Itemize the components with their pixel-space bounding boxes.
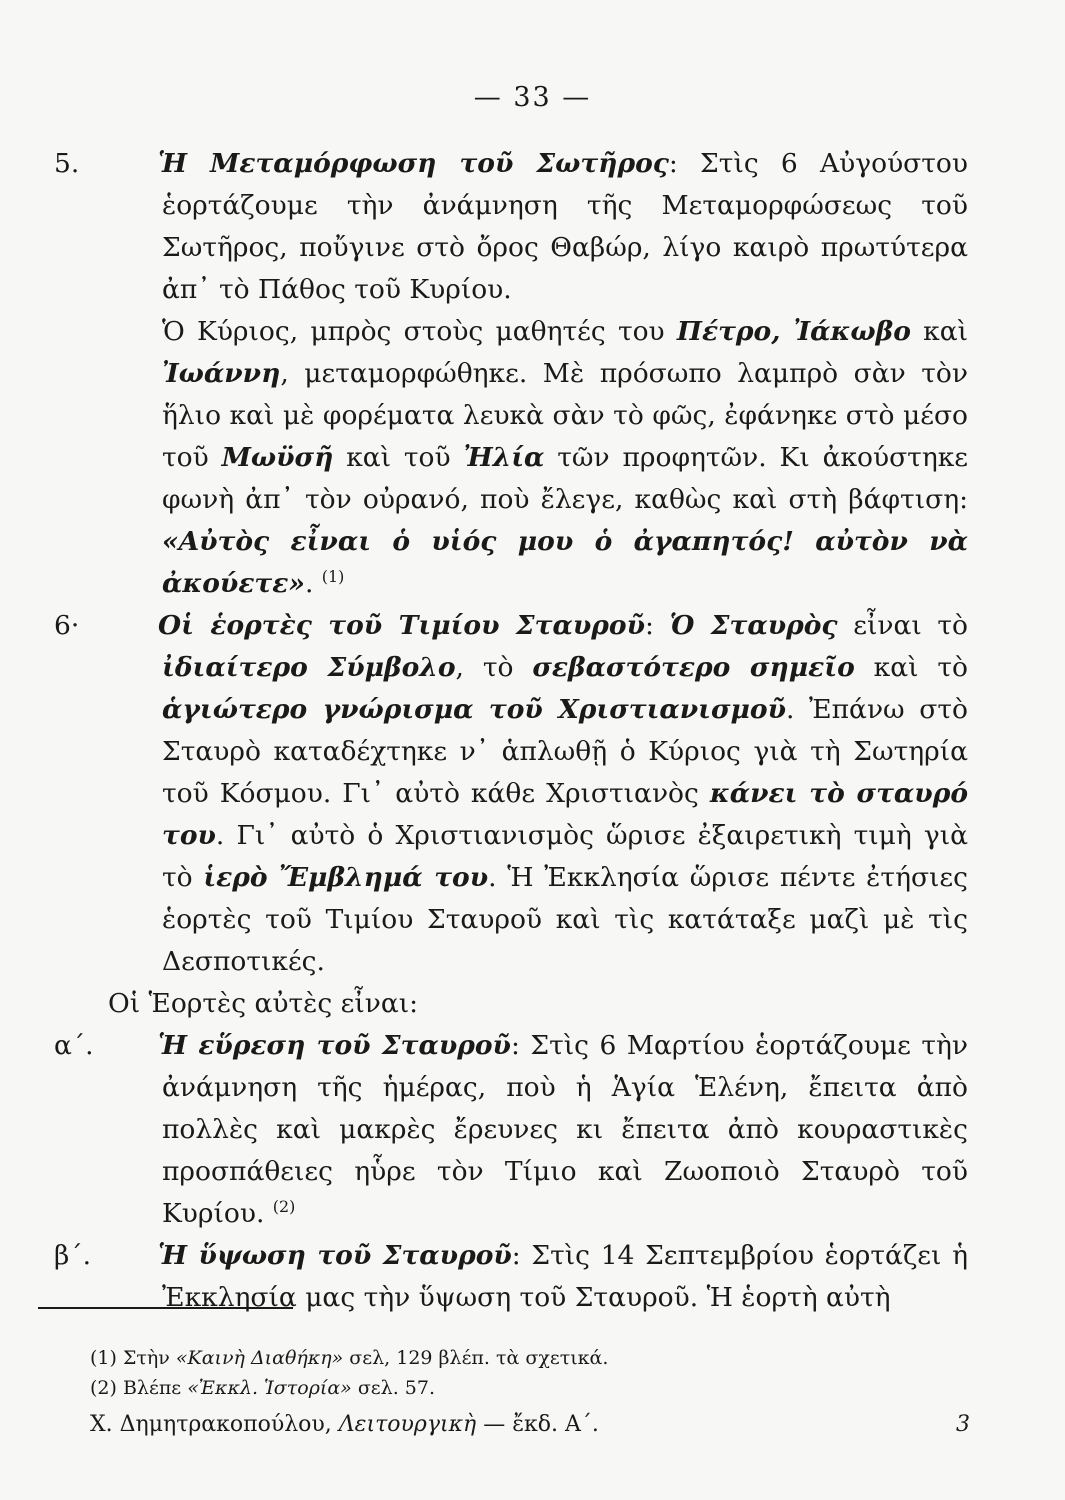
item-5-text: : Στὶς 6 Αὐγούστου ἑορτάζουμε τὴν ἀνάμνηση τῆς Μεταμορφώσεως τοῦ Σωτῆρος, ποὔγινε στὸ ὄρος Θαβώρ, λίγο καιρὸ πρωτύτερα ἀπ᾿ τὸ Πάθος τοῦ Κυρίου. [162,148,968,305]
item-5-title: Ἡ Μεταμόρφωση τοῦ Σωτῆρος [158,148,669,179]
item-6-label: 6· [54,610,80,641]
item-5-label: 5. [54,148,80,179]
page-number: — 33 — [473,82,592,113]
signature-mark: 3 [956,1412,970,1437]
voice-quote: «Αὐτὸς εἶναι ὁ υἱός μου ὁ ἀγαπητός! αὐτὸν νὰ ἀκούετε» [162,526,968,599]
footnote-text: Στὴν [122,1347,176,1369]
footnote-text: σελ, 129 βλέπ. τὰ σχετικά. [343,1347,609,1369]
text-span: καὶ τοῦ [333,442,464,473]
item-6-paragraph [54,605,969,983]
footer-imprint [90,1412,599,1437]
text-span: : [644,610,670,641]
item-5-paragraph [54,143,968,311]
footnote-divider [38,1307,293,1309]
emphasis: σεβαστότερο σημεῖο [532,652,855,683]
text-span: . Ἐπάνω στὸ Σταυρὸ καταδέχτηκε ν᾿ ἁπλωθῇ ὁ Κύριος γιὰ τὴ Σωτηρία τοῦ Κόσμου. Γι᾿ αὐτὸ κάθε Χριστιανὸς [162,694,968,809]
text-span: τῶν προφητῶν. Κι ἀκούστηκε φωνὴ ἀπ᾿ τὸν οὐρανό, ποὺ ἔλεγε, καθὼς καὶ στὴ βάφτιση: [162,442,969,515]
emphasis: ἱερὸ Ἔμβλημά του [203,862,489,893]
footnote-text: Βλέπε [122,1377,188,1399]
item-6-title: Οἱ ἑορτὲς τοῦ Τιμίου Σταυροῦ [158,610,645,641]
feast-a-paragraph [54,1025,969,1235]
footnote-1 [90,1343,970,1373]
footnotes [90,1343,970,1403]
apostle-name: Ἰωάννη [162,358,281,389]
emphasis: κάνει τὸ σταυρό του [162,778,968,851]
footer-book-title: Λειτουργικὴ [338,1412,477,1437]
footer-edition: — ἔκδ. Α΄. [476,1412,599,1437]
text-span: . Ἡ Ἐκκλησία ὥρισε πέντε ἐτήσιες ἑορτὲς τοῦ Τιμίου Σταυροῦ καὶ τὶς κατάταξε μαζὶ μὲ τὶς Δεσποτικές. [162,862,968,977]
text-span: . [304,568,322,599]
footnote-text: σελ. 57. [351,1377,435,1399]
feast-a-title: Ἡ εὕρεση τοῦ Σταυροῦ [158,1030,511,1061]
feast-b-label: β΄. [54,1240,91,1271]
text-span: , μεταμορφώθηκε. Μὲ πρόσωπο λαμπρὸ σὰν τὸν ἥλιο καὶ μὲ φορέματα λευκὰ σὰν τὸ φῶς, ἐφάνηκε στὸ μέσο τοῦ [162,358,968,473]
footnote-ref-1: (1) [321,567,345,587]
transfiguration-paragraph [108,311,968,605]
text-span: καὶ [910,316,969,347]
emphasis: ἰδιαίτερο Σύμβολο [162,652,456,683]
emphasis: ἁγιώτερο γνώρισμα τοῦ Χριστιανισμοῦ [162,694,786,725]
text-span: εἶναι τὸ [837,610,969,641]
footnote-2 [90,1373,970,1403]
apostle-names: Πέτρο, Ἰάκωβο [676,316,911,347]
feast-b-title: Ἡ ὕψωση τοῦ Σταυροῦ [158,1240,512,1271]
feast-a-label: α΄. [54,1030,94,1061]
feast-b-text: : Στὶς 14 Σεπτεμβρίου ἑορτάζει ἡ Ἐκκλησία μας τὴν ὕψωση τοῦ Σταυροῦ. Ἡ ἑορτὴ αὐτὴ [162,1240,968,1313]
footnote-number: (1) [90,1347,117,1369]
footnote-source: «Καινὴ Διαθήκη» [175,1347,344,1369]
text-span: Ὁ Κύριος, μπρὸς στοὺς μαθητές του [162,316,677,347]
text-span: , τὸ [455,652,533,683]
footer-author: Χ. Δημητρακοπούλου, [90,1412,339,1437]
feast-a-text: : Στὶς 6 Μαρτίου ἑορτάζουμε τὴν ἀνάμνηση τῆς ἡμέρας, ποὺ ἡ Ἁγία Ἑλένη, ἔπειτα ἀπὸ πολλὲς καὶ μακρὲς ἔρευνες κι ἔπειτα ἀπὸ κουραστικὲς προσπάθειες ηὗρε τὸν Τίμιο καὶ Ζωοποιὸ Σταυρὸ τοῦ Κυρίου. [162,1030,969,1229]
footnote-ref-2: (2) [272,1197,296,1217]
prophet-name: Μωϋσῆ [221,442,334,473]
text-span: καὶ τὸ [854,652,968,683]
prophet-name: Ἠλία [463,442,545,473]
text-span: . Γι᾿ αὐτὸ ὁ Χριστιανισμὸς ὥρισε ἐξαιρετικὴ τιμὴ γιὰ τὸ [162,820,968,893]
feasts-intro: Οἱ Ἑορτὲς αὐτὲς εἶναι: [108,988,419,1019]
page-footer [90,1412,970,1437]
emphasis: Ὁ Σταυρὸς [669,610,838,641]
footnote-number: (2) [90,1377,117,1399]
footnote-source: «Ἐκκλ. Ἱστορία» [187,1377,352,1399]
main-text [54,143,969,1319]
